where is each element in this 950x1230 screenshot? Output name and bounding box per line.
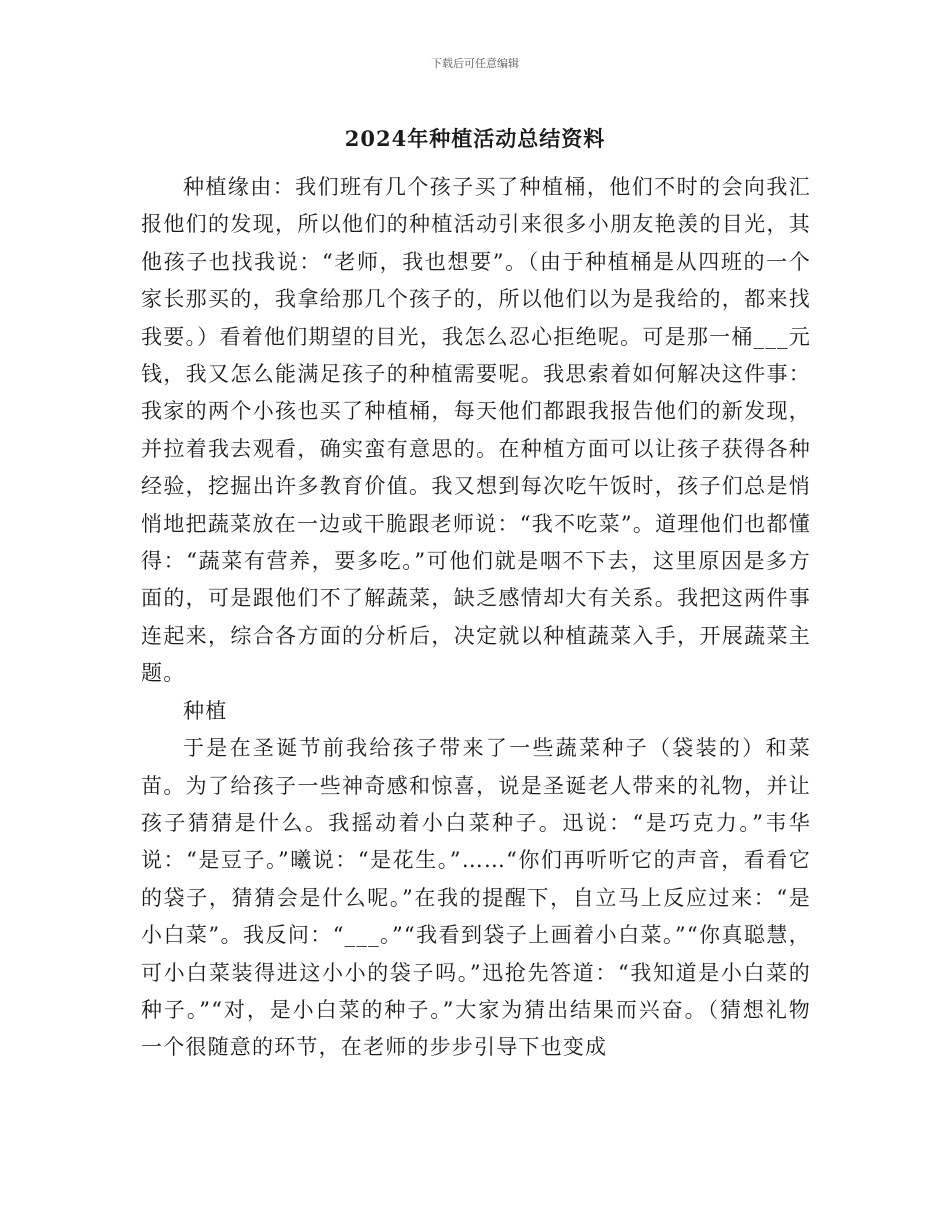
document-title: 2024年种植活动总结资料 [344,126,606,151]
header-note: 下载后可任意编辑 [431,57,519,70]
document-body [141,169,811,1067]
paragraph-reason: 种植缘由：我们班有几个孩子买了种植桶，他们不时的会向我汇报他们的发现，所以他们的种植活动引来很多小朋友艳羡的目光，其他孩子也找我说：“老师，我也想要”。（由于种植桶是从四班的一个家长那买的，我拿给那几个孩子的，所以他们以为是我给的，都来找我要。）看着他们期望的目光，我怎么忍心拒绝呢。可是那一桶___元钱，我又怎么能满足孩子的种植需要呢。我思索着如何解决这件事：我家的两个小孩也买了种植桶，每天他们都跟我报告他们的新发现，并拉着我去观看，确实蛮有意思的。在种植方面可以让孩子获得各种经验，挖掘出许多教育价值。我又想到每次吃午饭时，孩子们总是悄悄地把蔬菜放在一边或干脆跟老师说：“我不吃菜”。道理他们也都懂得：“蔬菜有营养，要多吃。”可他们就是咽不下去，这里原因是多方面的，可是跟他们不了解蔬菜，缺乏感情却大有关系。我把这两件事连起来，综合各方面的分析后，决定就以种植蔬菜入手，开展蔬菜主题。 [141,175,811,686]
section-heading-planting: 种植 [183,698,228,723]
paragraph-planting: 于是在圣诞节前我给孩子带来了一些蔬菜种子（袋装的）和菜苗。为了给孩子一些神奇感和惊喜，说是圣诞老人带来的礼物，并让孩子猜猜是什么。我摇动着小白菜种子。迅说：“是巧克力。”韦华说：“是豆子。”曦说：“是花生。”……“你们再听听它的声音，看看它的袋子，猜猜会是什么呢。”在我的提醒下，自立马上反应过来：“是小白菜”。我反问：“___。”“我看到袋子上画着小白菜。”“你真聪慧，可小白菜装得进这小小的袋子吗。”迅抢先答道：“我知道是小白菜的种子。”“对，是小白菜的种子。”大家为猜出结果而兴奋。（猜想礼物一个很随意的环节，在老师的步步引导下也变成 [141,736,811,1060]
